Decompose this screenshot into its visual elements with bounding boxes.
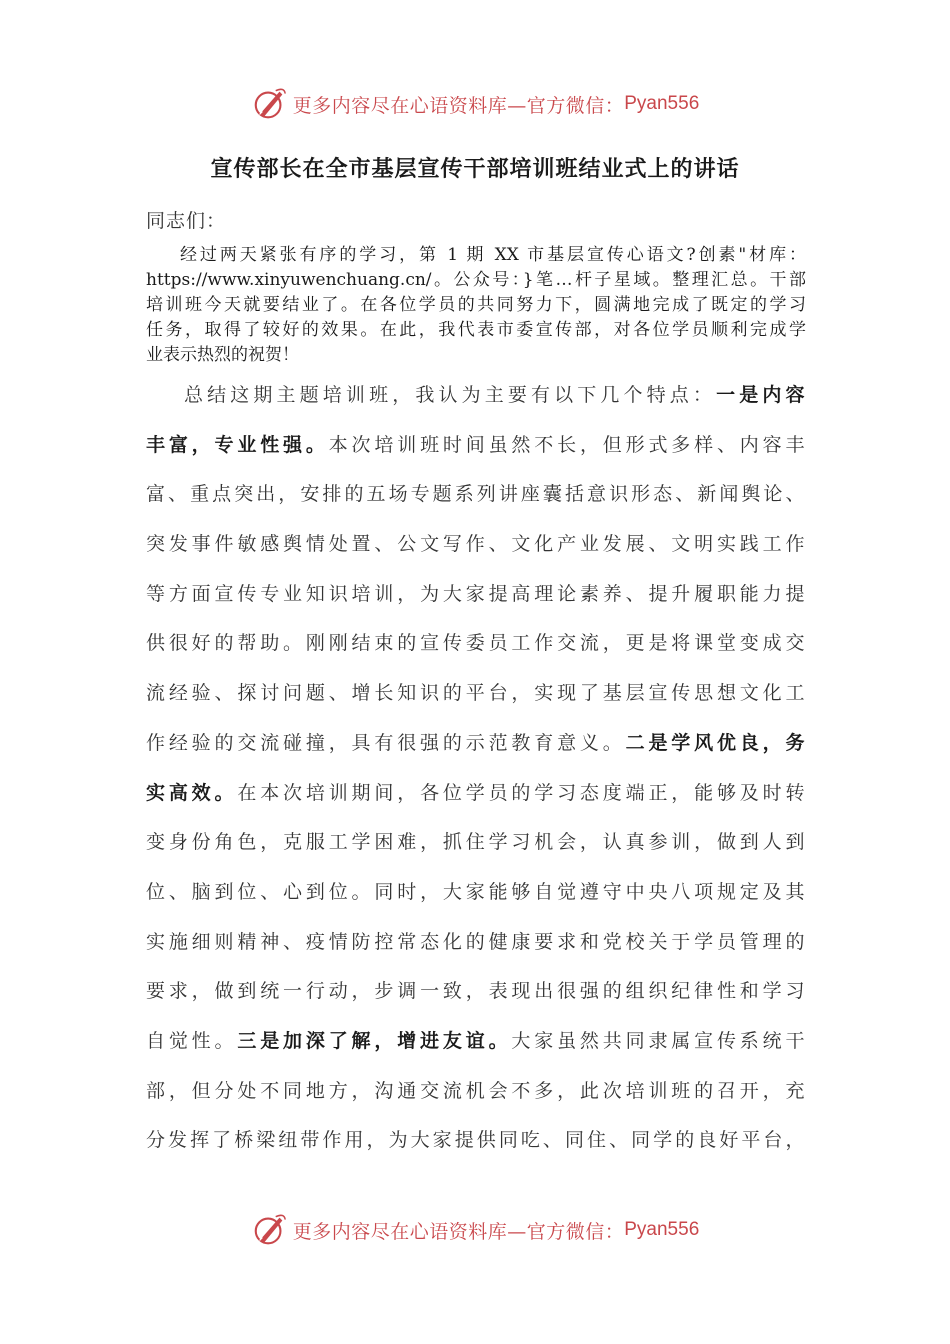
body-line: [146, 472, 806, 522]
body-line: [146, 1069, 806, 1119]
intro-line: 任务，取得了较好的效果。在此，我代表市委宣传部，对各位学员顺利完成学: [146, 320, 806, 340]
intro-line: https://www.xinyuwenchuang.cn/。公众号：}笔…杆子星域。整理汇总。干部: [146, 270, 806, 290]
salutation: 同志们：: [146, 210, 227, 232]
banner-text: 更多内容尽在心语资料库—官方微信：: [292, 94, 625, 117]
text-segment: 分发挥了桥梁纽带作用，为大家提供同吃、同住、同学的良好平台，: [146, 1129, 806, 1152]
body-line: [146, 423, 806, 473]
intro-line: 经过两天紧张有序的学习，第 1 期 XX 市基层宣传心语文?创素"材库：: [180, 245, 806, 265]
footer-banner: [0, 1208, 950, 1252]
body-line: [146, 671, 806, 721]
document-title: 宣传部长在全市基层宣传干部培训班结业式上的讲话: [210, 156, 740, 182]
text-segment: 实施细则精神、疫情防控常态化的健康要求和党校关于学员管理的: [146, 930, 806, 953]
body-line: [146, 771, 806, 821]
bold-heading-phrase: 三是加深了解，增进友谊。: [237, 1029, 512, 1052]
banner-text: 更多内容尽在心语资料库—官方微信：: [292, 1220, 625, 1243]
text-segment: 总结这期主题培训班，我认为主要有以下几个特点：: [184, 384, 717, 406]
body-line: [146, 373, 806, 423]
body-line: [146, 572, 806, 622]
bold-heading-phrase: 丰富，专业性强。: [146, 433, 329, 456]
intro-line: 业表示热烈的祝贺！: [146, 345, 299, 365]
bold-heading-phrase: 二是学风优良，务: [625, 731, 806, 754]
text-segment: 等方面宣传专业知识培训，为大家提高理论素养、提升履职能力提: [146, 582, 806, 605]
body-line: [146, 870, 806, 920]
text-segment: 在本次培训期间，各位学员的学习态度端正，能够及时转: [237, 781, 806, 804]
text-segment: 要求，做到统一行动，步调一致，表现出很强的组织纪律性和学习: [146, 980, 806, 1003]
text-segment: 自觉性。: [146, 1029, 238, 1052]
quill-pen-logo-icon: [251, 1211, 289, 1249]
banner-account: Pyan556: [624, 93, 700, 114]
text-segment: 作经验的交流碰撞，具有很强的示范教育意义。: [146, 731, 626, 754]
intro-paragraph: [146, 243, 806, 368]
body-line: [146, 820, 806, 870]
body-line: [146, 522, 806, 572]
quill-pen-logo-icon: [251, 85, 289, 123]
body-line: [146, 721, 806, 771]
text-segment: 部，但分处不同地方，沟通交流机会不多，此次培训班的召开，充: [146, 1079, 806, 1102]
bold-heading-phrase: 一是内容: [716, 384, 806, 406]
body-paragraph: [146, 373, 806, 1168]
intro-line: 培训班今天就要结业了。在各位学员的共同努力下，圆满地完成了既定的学习: [146, 295, 806, 315]
header-banner: [0, 82, 950, 126]
text-segment: 供很好的帮助。刚刚结束的宣传委员工作交流，更是将课堂变成交: [146, 632, 806, 655]
bold-heading-phrase: 实高效。: [146, 781, 238, 804]
text-segment: 本次培训班时间虽然不长，但形式多样、内容丰: [328, 433, 806, 456]
body-line: [146, 969, 806, 1019]
text-segment: 富、重点突出，安排的五场专题系列讲座囊括意识形态、新闻舆论、: [146, 483, 806, 506]
text-segment: 变身份角色，克服工学困难，抓住学习机会，认真参训，做到人到: [146, 831, 806, 854]
body-line: [146, 621, 806, 671]
body-line: [146, 920, 806, 970]
body-line: [146, 1118, 806, 1168]
text-segment: 流经验、探讨问题、增长知识的平台，实现了基层宣传思想文化工: [146, 682, 806, 705]
text-segment: 突发事件敏感舆情处置、公文写作、文化产业发展、文明实践工作: [146, 533, 806, 556]
banner-account: Pyan556: [624, 1219, 700, 1240]
text-segment: 位、脑到位、心到位。同时，大家能够自觉遵守中央八项规定及其: [146, 880, 806, 903]
text-segment: 大家虽然共同隶属宣传系统干: [511, 1029, 806, 1052]
body-line: [146, 1019, 806, 1069]
